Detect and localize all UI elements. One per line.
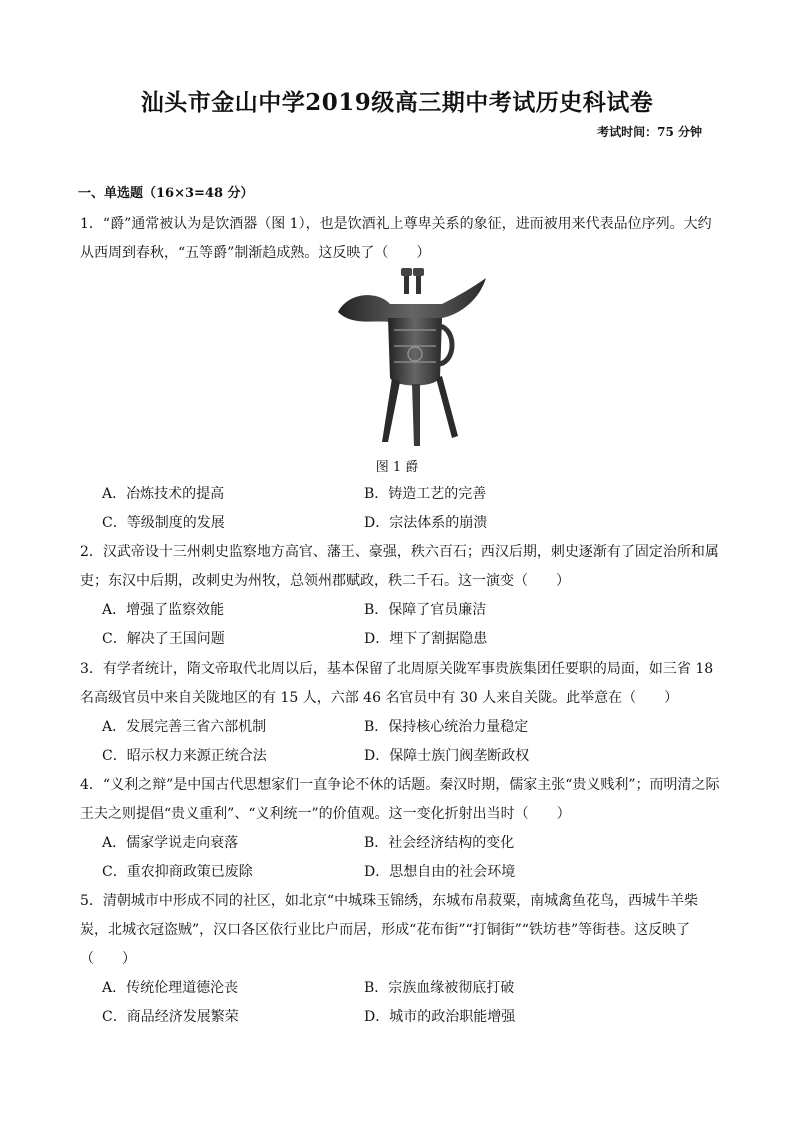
jue-vessel-figure: [330, 260, 490, 450]
option-a[interactable]: A．发展完善三省六部机制: [102, 719, 267, 735]
bronze-jue-vessel-icon: [330, 260, 490, 450]
option-a[interactable]: A．增强了监察效能: [102, 602, 225, 618]
question-3: [80, 655, 720, 771]
question-3-stem: 3．有学者统计，隋文帝取代北周以后，基本保留了北周原关陇军事贵族集团任要职的局面，如三省 18 名高级官员中来自关陇地区的有 15 人，六部 46 名官员中有 30 人来自关陇。此举意在（ ）: [80, 661, 714, 706]
option-c[interactable]: C．商品经济发展繁荣: [102, 1009, 239, 1025]
figure-caption: 图 1 爵: [375, 460, 419, 475]
option-a[interactable]: A．传统伦理道德沦丧: [102, 980, 239, 996]
question-5: [80, 887, 720, 1032]
option-d[interactable]: D．思想自由的社会环境: [364, 864, 516, 880]
option-d[interactable]: D．城市的政治职能增强: [364, 1009, 516, 1025]
option-b[interactable]: B．社会经济结构的变化: [364, 835, 515, 851]
question-1-stem: 1．“爵”通常被认为是饮酒器（图 1），也是饮酒礼上尊卑关系的象征，进而被用来代表品位序列。大约从西周到春秋，“五等爵”制渐趋成熟。这反映了（ ）: [80, 216, 712, 261]
question-1-options: [80, 480, 720, 538]
option-d[interactable]: D．宗法体系的崩溃: [364, 515, 488, 531]
exam-title: 汕头市金山中学2019级高三期中考试历史科试卷: [140, 89, 654, 116]
option-c[interactable]: C．解决了王国问题: [102, 631, 225, 647]
option-a[interactable]: A．儒家学说走向衰落: [102, 835, 239, 851]
option-d[interactable]: D．保障士族门阀垄断政权: [364, 748, 530, 764]
section-heading: 一、单选题（16×3=48 分）: [78, 186, 254, 201]
option-b[interactable]: B．保障了官员廉洁: [364, 602, 487, 618]
option-b[interactable]: B．保持核心统治力量稳定: [364, 719, 529, 735]
question-2-stem: 2．汉武帝设十三州刺史监察地方高官、藩王、豪强，秩六百石；西汉后期，刺史逐渐有了固定治所和属吏；东汉中后期，改刺史为州牧，总领州郡赋政，秩二千石。这一演变（ ）: [80, 544, 719, 589]
exam-time: 考试时间：75 分钟: [597, 125, 702, 139]
option-b[interactable]: B．铸造工艺的完善: [364, 486, 487, 502]
question-4: [80, 771, 720, 887]
option-d[interactable]: D．埋下了割据隐患: [364, 631, 488, 647]
option-c[interactable]: C．昭示权力来源正统合法: [102, 748, 267, 764]
question-2: [80, 538, 720, 654]
option-a[interactable]: A．冶炼技术的提高: [102, 486, 225, 502]
question-4-stem: 4．“义利之辩”是中国古代思想家们一直争论不休的话题。秦汉时期，儒家主张“贵义贱利”；而明清之际王夫之则提倡“贵义重利”、“义利统一”的价值观。这一变化折射出当时（ ）: [80, 777, 720, 822]
option-b[interactable]: B．宗族血缘被彻底打破: [364, 980, 515, 996]
question-5-stem: 5．清朝城市中形成不同的社区，如北京“中城珠玉锦绣，东城布帛菽粟，南城禽鱼花鸟，西城牛羊柴炭，北城衣冠盗贼”，汉口各区依行业比户而居，形成“花布街”“打铜街”“铁坊巷”等街巷。这反映了（ ）: [80, 893, 699, 967]
option-c[interactable]: C．重农抑商政策已废除: [102, 864, 253, 880]
option-c[interactable]: C．等级制度的发展: [102, 515, 225, 531]
